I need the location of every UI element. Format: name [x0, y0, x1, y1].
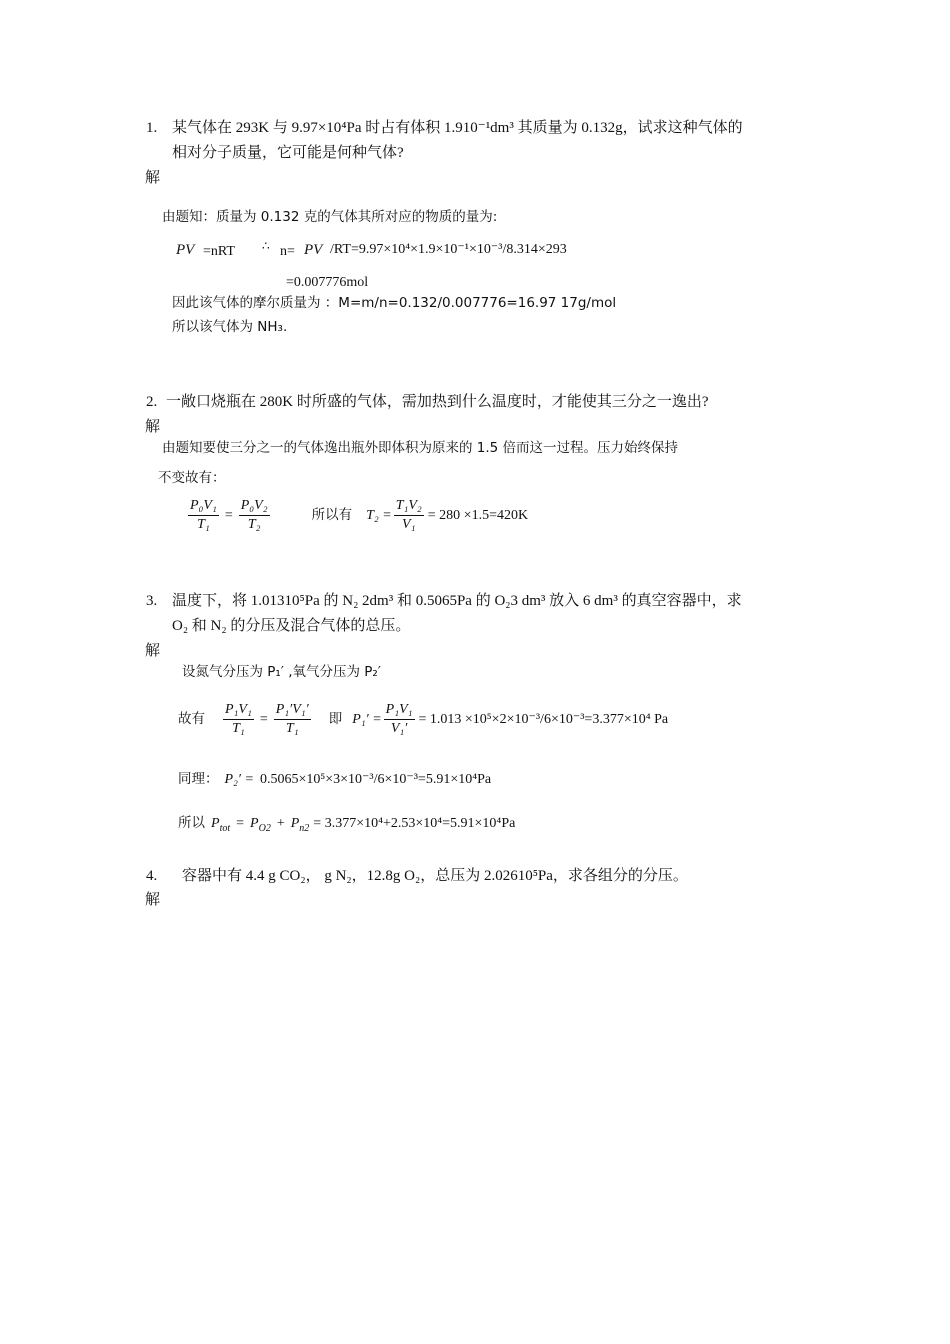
p-n2	[290, 816, 310, 834]
fraction-numerator: P₀V₁	[188, 499, 219, 516]
problem-1-solution-line5: 所以该气体为 NH₃.	[172, 319, 288, 335]
p1-label: P₁′ =	[352, 711, 382, 727]
fraction-denominator: T₂	[247, 517, 261, 532]
equals-sign: =	[224, 507, 233, 523]
fraction-numerator: P₁V₁	[384, 703, 415, 720]
problem-1-result: =0.007776mol	[286, 275, 369, 290]
fraction-denominator: T₁	[232, 721, 245, 736]
problem-3-formula-2	[178, 773, 491, 787]
fraction-denominator: T₁	[285, 721, 299, 736]
problem-1-solution-label: 解	[145, 170, 161, 186]
similarly-label: 同理：	[178, 771, 219, 788]
fraction-denominator: T₁	[197, 517, 210, 532]
fraction-denominator: V₁′	[390, 721, 408, 736]
plus-sign: +	[276, 816, 285, 831]
problem-1-calc: /RT=9.97×10⁴×1.9×10⁻¹×10⁻³/8.314×293	[330, 242, 567, 257]
p-total-symbol: P	[211, 816, 220, 831]
equals-sign: =	[236, 816, 245, 831]
fraction	[274, 703, 311, 736]
p-o2	[250, 816, 271, 834]
problem-3-result-2: 0.5065×10⁵×3×10⁻³/6×10⁻³=5.91×10⁴Pa	[259, 772, 492, 787]
problem-1-therefore: ∴	[262, 239, 270, 253]
problem-4-solution-label: 解	[145, 892, 161, 908]
so-have-label: 所以有	[311, 506, 353, 523]
problem-1-number: 1.	[146, 120, 158, 136]
p-n2-symbol: P	[290, 816, 300, 831]
problem-2-number: 2.	[146, 394, 158, 410]
problem-1-pv: PV	[176, 242, 195, 258]
problem-1-nrt: =nRT	[203, 244, 235, 259]
problem-1-solution-line1: 由题知：质量为 0.132 克的气体其所对应的物质的量为:	[162, 209, 498, 225]
problem-4-number: 4.	[146, 868, 158, 884]
p-o2-subscript: O2	[258, 822, 271, 834]
therefore-label: 所以	[178, 815, 205, 832]
problem-1-text-line1: 某气体在 293K 与 9.97×10⁴Pa 时占有体积 1.910⁻¹dm³ 其质量为 0.132g，试求这种气体的	[172, 120, 743, 136]
problem-2-solution-line1: 由题知要使三分之一的气体逸出瓶外即体积为原来的 1.5 倍而这一过程。压力始终保持	[162, 440, 679, 456]
problem-1-solution-line4: 因此该气体的摩尔质量为 ：M=m/n=0.132/0.007776=16.97 17g/mol	[172, 295, 617, 311]
fraction-denominator: V₁	[402, 517, 416, 532]
p2-label: P₂′ =	[224, 772, 254, 787]
problem-3-solution-label: 解	[145, 643, 161, 659]
fraction	[384, 703, 415, 736]
p-n2-subscript: n2	[299, 822, 310, 834]
fraction	[239, 499, 270, 532]
t2-label: T₂ =	[366, 507, 392, 523]
problem-1-text-line2: 相对分子质量，它可能是何种气体?	[172, 145, 404, 161]
problem-4-text-line1: 容器中有 4.4 g CO₂， g N₂，12.8g O₂，总压为 2.02610⁵Pa，求各组分的分压。	[182, 868, 688, 884]
problem-3-number: 3.	[146, 593, 158, 609]
namely-label: 即	[328, 710, 343, 727]
fraction-numerator: T₁V₂	[394, 499, 424, 516]
fraction-numerator: P₁′V₁′	[274, 703, 311, 720]
fraction-numerator: P₁V₁	[223, 703, 254, 720]
problem-2-solution-line2: 不变故有：	[158, 470, 226, 486]
problem-3-formula-3	[178, 815, 516, 834]
problem-3-solution-line1: 设氮气分压为 P₁′ ,氧气分压为 P₂′	[182, 664, 381, 680]
equals-sign: =	[259, 711, 268, 727]
problem-2-formula	[186, 499, 528, 532]
p-total	[211, 816, 231, 834]
problem-1-pv2: PV	[304, 242, 323, 258]
p-o2-symbol: P	[250, 816, 259, 831]
problem-3-result-1: = 1.013 ×10⁵×2×10⁻³/6×10⁻³=3.377×10⁴ Pa	[418, 711, 669, 727]
fraction	[223, 703, 254, 736]
problem-3-formula-1	[178, 703, 668, 736]
problem-1-n-eq: n=	[280, 244, 295, 259]
p-total-subscript: tot	[219, 822, 231, 834]
problem-3-text-line1: 温度下，将 1.01310⁵Pa 的 N₂ 2dm³ 和 0.5065Pa 的 O₂3 dm³ 放入 6 dm³ 的真空容器中，求	[172, 593, 742, 609]
fraction-numerator: P₀V₂	[239, 499, 270, 516]
fraction	[188, 499, 219, 532]
fraction	[394, 499, 424, 532]
problem-2-solution-label: 解	[145, 419, 161, 435]
problem-3-text-line2: O₂ 和 N₂ 的分压及混合气体的总压。	[172, 618, 411, 634]
problem-2-result: = 280 ×1.5=420K	[427, 507, 529, 523]
problem-3-result-3: = 3.377×10⁴+2.53×10⁴=5.91×10⁴Pa	[313, 816, 516, 831]
problem-2-text-line1: 一敞口烧瓶在 280K 时所盛的气体，需加热到什么温度时，才能使其三分之一逸出?	[166, 394, 709, 410]
therefore-have-label: 故有	[178, 710, 205, 727]
